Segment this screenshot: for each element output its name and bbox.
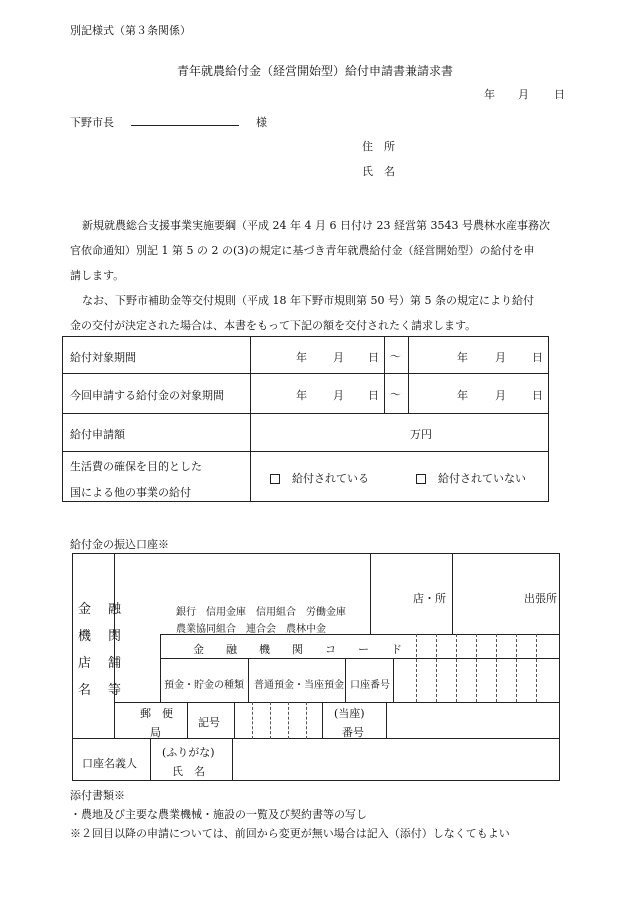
row-amount-label: 給付申請額 — [70, 428, 125, 441]
post-office-label-2: 局 — [150, 726, 161, 739]
symbol-label: 記号 — [198, 716, 220, 729]
addressee-suffix: 様 — [256, 116, 267, 129]
bank-label-4: 名 等 — [78, 683, 124, 698]
institution-types-1: 銀行 信用金庫 信用組合 労働金庫 — [176, 607, 346, 618]
checkbox-not-received[interactable] — [416, 474, 426, 484]
row2-month: 月 — [333, 389, 344, 402]
option-not-received-label: 給付されていない — [438, 472, 526, 485]
deposit-type-label: 預金・貯金の種類 — [164, 680, 244, 691]
account-holder-row — [72, 739, 560, 781]
row2-month-end: 月 — [495, 389, 506, 402]
date-month: 月 — [518, 88, 529, 101]
address-label: 住 所 — [362, 140, 395, 153]
row2-year: 年 — [296, 389, 307, 402]
branch-label: 店・所 — [413, 592, 446, 605]
option-not-received[interactable] — [416, 470, 526, 486]
page-title: 青年就農給付金（経営開始型）給付申請書兼請求書 — [176, 64, 453, 78]
deposit-types: 普通預金・当座預金 — [254, 680, 344, 691]
addressee-underline[interactable] — [131, 125, 239, 126]
checkbox-received[interactable] — [270, 474, 280, 484]
para1-line2: 官依命通知）別記 1 第 5 の 2 の(3)の規定に基づき青年就農給付金（経営開始型）の給付を申 — [70, 244, 535, 257]
furigana-label: (ふりがな) — [162, 746, 215, 759]
option-received-label: 給付されている — [292, 472, 369, 485]
row-other-benefit-label-1: 生活費の確保を目的とした — [70, 460, 202, 473]
para1-line3: 請します。 — [70, 269, 125, 282]
form-label: 別記様式（第３条関係） — [70, 24, 191, 37]
bank-label-3: 店 舗 — [78, 656, 124, 671]
row1-day-end: 日 — [532, 351, 543, 364]
sub-branch-label: 出張所 — [524, 592, 557, 605]
institution-code-label: 金 融 機 関 コ ー ド — [193, 643, 402, 656]
amount-unit: 万円 — [410, 428, 432, 441]
date-year: 年 — [484, 88, 495, 101]
bank-label-1: 金 融 — [78, 602, 124, 617]
account-number-label: 口座番号 — [350, 680, 390, 691]
post-office-label-1: 郵 便 — [140, 707, 173, 720]
row2-year-end: 年 — [457, 389, 468, 402]
option-received[interactable] — [270, 470, 369, 486]
account-holder-label: 口座名義人 — [82, 757, 137, 770]
institution-types-2: 農業協同組合 連合会 農林中金 — [176, 624, 326, 635]
row2-tilde: ～ — [390, 388, 401, 401]
row1-year-end: 年 — [457, 351, 468, 364]
row-other-benefit-label-2: 国による他の事業の給付 — [70, 486, 191, 499]
row1-year: 年 — [296, 351, 307, 364]
bank-section-title: 給付金の振込口座※ — [70, 538, 169, 551]
attachments-title: 添付書類※ — [70, 789, 125, 802]
row1-month-end: 月 — [495, 351, 506, 364]
para2-line2: 金の交付が決定された場合は、本書をもって下記の額を交付されたく請求します。 — [70, 319, 477, 332]
bank-label-2: 機 関 — [78, 629, 124, 644]
row1-tilde: ～ — [390, 350, 401, 363]
para2-line1: なお、下野市補助金等交付規則（平成 18 年下野市規則第 50 号）第 5 条の規定により給付 — [82, 294, 534, 307]
current-label-1: (当座) — [334, 707, 365, 720]
attachment-item: ・農地及び主要な農業機械・施設の一覧及び契約書等の写し — [70, 808, 367, 821]
holder-name-label: 氏 名 — [172, 765, 205, 778]
current-label-2: 番号 — [342, 726, 364, 739]
note: ※２回目以降の申請については、前回から変更が無い場合は記入（添付）しなくてもよい — [70, 827, 510, 840]
addressee: 下野市長 — [70, 116, 114, 129]
para1-line1: 新規就農総合支援事業実施要綱（平成 24 年 4 月 6 日付け 23 経営第 3543 号農林水産事務次 — [82, 219, 550, 232]
row2-day: 日 — [368, 389, 379, 402]
row-period-label: 給付対象期間 — [70, 351, 136, 364]
row1-month: 月 — [333, 351, 344, 364]
row1-day: 日 — [368, 351, 379, 364]
row-current-period-label: 今回申請する給付金の対象期間 — [70, 389, 224, 402]
date-day: 日 — [554, 88, 565, 101]
name-label: 氏 名 — [362, 165, 395, 178]
row2-day-end: 日 — [532, 389, 543, 402]
